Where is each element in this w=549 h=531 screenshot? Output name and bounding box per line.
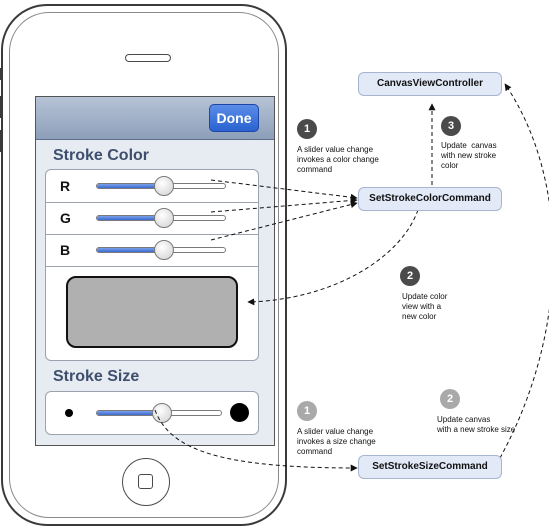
step-badge: 2 <box>440 389 460 409</box>
step-badge: 1 <box>297 401 317 421</box>
step-note: Update canvas with a new stroke size <box>437 415 516 434</box>
arrow-red-slider-to-color-command <box>211 180 357 198</box>
step-badge: 3 <box>441 116 461 136</box>
slider-label-g: G <box>60 210 71 226</box>
step-note: A slider value change invokes a size change command <box>297 427 376 456</box>
step-note: Update canvas with new stroke color <box>441 141 497 170</box>
set-stroke-size-command-node: SetStrokeSizeCommand <box>358 455 502 479</box>
slider-label-b: B <box>60 242 71 258</box>
step-badge: 2 <box>400 266 420 286</box>
arrow-size-command-to-canvas-controller <box>500 84 549 458</box>
arrow-green-slider-to-color-command <box>211 200 357 212</box>
step-note: Update color view with a new color <box>402 292 448 321</box>
slider-label-r: R <box>60 178 71 194</box>
stroke-color-title: Stroke Color <box>53 147 150 164</box>
step-note: A slider value change invokes a color change command <box>297 145 379 174</box>
arrow-blue-slider-to-color-command <box>211 203 357 240</box>
stroke-size-title: Stroke Size <box>53 368 140 385</box>
done-button[interactable]: Done <box>209 104 259 132</box>
set-stroke-color-command-node: SetStrokeColorCommand <box>358 187 502 211</box>
canvas-view-controller-node: CanvasViewController <box>358 72 502 96</box>
step-badge: 1 <box>297 119 317 139</box>
